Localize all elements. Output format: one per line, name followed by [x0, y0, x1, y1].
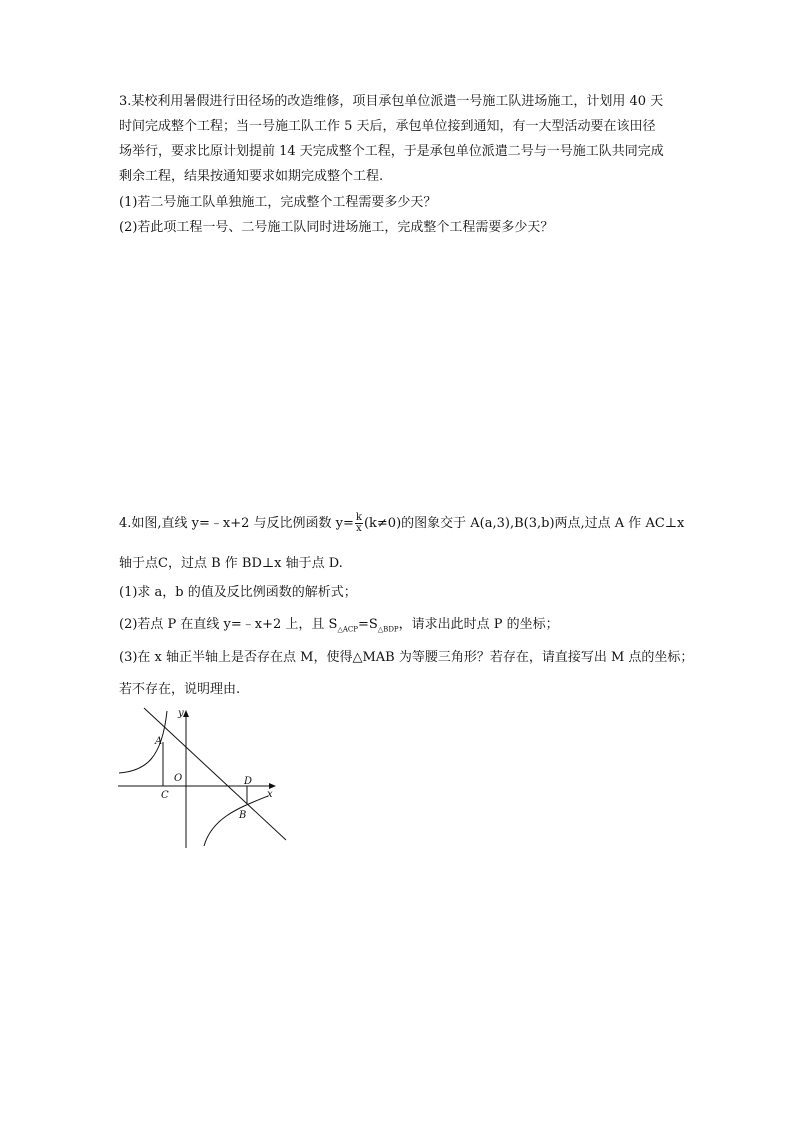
label-b: B [239, 810, 247, 821]
q4-line-2: 轴于点C，过点 B 作 BD⊥x 轴于点 D. [119, 556, 343, 571]
q4-sub2-end: ，请求出此时点 P 的坐标； [398, 617, 559, 632]
q4-sub-question-2 [119, 615, 559, 640]
fraction-denominator: x [356, 523, 362, 534]
fraction-k-over-x [355, 513, 363, 534]
label-o: O [174, 773, 183, 784]
q4-sub-question-3-cont: 若不存在，说明理由. [119, 682, 241, 697]
q4-line-1-end: (k≠0)的图象交于 A(a,3),B(3,b)两点,过点 A 作 AC⊥x [363, 516, 685, 531]
label-x: x [267, 789, 273, 800]
fraction-numerator: k [355, 512, 362, 523]
line-y-equals-neg-x-plus-2 [144, 708, 286, 840]
area-subscript-acp: △ACP [337, 625, 358, 634]
y-axis-arrow-icon [183, 710, 189, 717]
q4-sub-question-1: (1)求 a，b 的值及反比例函数的解析式； [119, 585, 357, 600]
q3-sub-question-1: (1)若二号施工队单独施工，完成整个工程需要多少天？ [119, 195, 437, 210]
hyperbola-branch-right [204, 796, 268, 846]
q4-line-1 [119, 513, 684, 534]
label-y: y [178, 708, 184, 719]
q3-line-1: 3.某校利用暑假进行田径场的改造维修，项目承包单位派遣一号施工队进场施工，计划用 40 天 [119, 94, 664, 109]
q3-line-2: 时间完成整个工程；当一号施工队工作 5 天后，承包单位接到通知，有一大型活动要在该田径 [119, 119, 656, 134]
q4-sub-question-3: (3)在 x 轴正半轴上是否存在点 M，使得△MAB 为等腰三角形？若存在，请直接写出 M 点的坐标； [119, 650, 694, 665]
label-d: D [244, 776, 253, 787]
q4-line-1-start: 4.如图,直线 y=﹣x+2 与反比例函数 y= [119, 516, 354, 531]
q4-sub2-start: (2)若点 P 在直线 y=﹣x+2 上，且 S [119, 617, 338, 632]
label-c: C [161, 790, 169, 801]
q4-sub2-equals: =S [357, 617, 378, 632]
function-graph-figure [118, 706, 290, 852]
label-a: A [155, 736, 163, 747]
q3-sub-question-2: (2)若此项工程一号、二号施工队同时进场施工，完成整个工程需要多少天？ [119, 220, 554, 235]
area-subscript-bdp: △BDP [377, 625, 399, 634]
q3-line-3: 场举行，要求比原计划提前 14 天完成整个工程，于是承包单位派遣二号与一号施工队共同完成 [119, 144, 664, 159]
q3-line-4: 剩余工程，结果按通知要求如期完成整个工程. [119, 169, 384, 184]
